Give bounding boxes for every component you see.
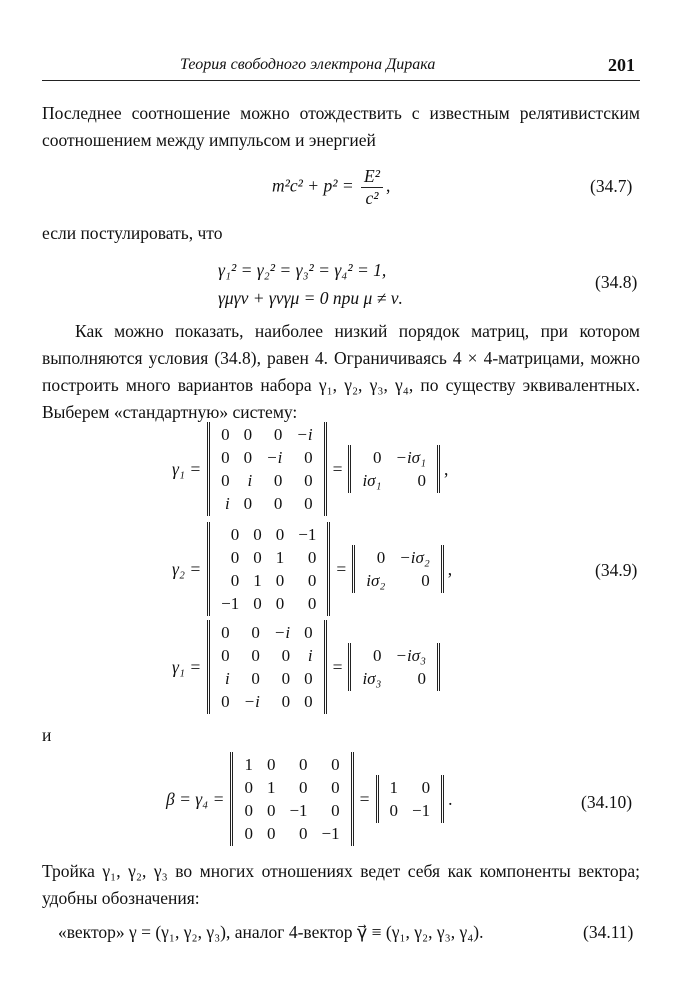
block-matrix-row	[355, 667, 433, 690]
block-matrix-row	[355, 644, 433, 667]
full-matrix-row	[214, 423, 319, 446]
equals-sign: =	[332, 458, 343, 479]
full-matrix-brackets	[230, 752, 353, 846]
matrix-trail: ,	[447, 558, 453, 579]
full-matrix-cell: 0	[331, 777, 340, 797]
full-matrix-cell: 0	[275, 524, 285, 544]
full-matrix-row	[214, 546, 323, 569]
full-matrix-table	[237, 753, 346, 845]
full-matrix-cell: 1	[266, 777, 276, 797]
matrix-label: γ₂ =	[172, 558, 202, 579]
page-number: 201	[608, 55, 635, 75]
full-matrix-cell: −1	[298, 524, 317, 544]
matrix-gamma3	[172, 620, 444, 714]
full-matrix-brackets	[207, 522, 330, 616]
full-matrix-row	[214, 621, 319, 644]
matrix-equation-row	[172, 522, 452, 616]
full-matrix-cell: −1	[289, 800, 308, 820]
block-matrix-row	[359, 569, 437, 592]
full-matrix-cell: 0	[281, 645, 291, 665]
full-matrix-row	[214, 667, 319, 690]
paragraph-2: если постулировать, что	[42, 223, 223, 243]
full-matrix-cell: 0	[275, 570, 285, 590]
full-matrix-cell: 0	[221, 424, 230, 444]
full-matrix-cell: 0	[307, 570, 317, 590]
matrix-label: γ₁ =	[172, 656, 202, 677]
full-matrix-row	[214, 569, 323, 592]
block-matrix-row	[359, 546, 437, 569]
header-rule	[42, 80, 640, 81]
full-matrix-cell: 0	[230, 547, 240, 567]
full-matrix-cell: 0	[221, 470, 230, 490]
block-matrix-brackets	[376, 775, 445, 823]
matrix-beta	[166, 752, 452, 846]
full-matrix-cell: 0	[275, 593, 285, 613]
equals-sign: =	[336, 558, 347, 579]
full-matrix-row	[237, 822, 346, 845]
block-matrix-cell: −iσ₃	[395, 645, 426, 665]
full-matrix-cell: 0	[304, 493, 313, 513]
eq-34-7-denominator: c²	[365, 188, 379, 208]
full-matrix-cell: −i	[273, 622, 291, 642]
full-matrix-cell: −i	[266, 447, 283, 467]
equation-34-11: «вектор» γ = (γ₁, γ₂, γ₃), аналог 4-вектор γ⃗ ≡ (γ₁, γ₂, γ₃, γ₄).	[58, 922, 484, 942]
eq-34-7-trail: ,	[385, 175, 391, 196]
block-matrix-cell: iσ₁	[362, 470, 382, 490]
block-matrix-cell: 0	[372, 447, 382, 467]
block-matrix-row	[383, 799, 438, 822]
paragraph-5: Тройка γ₁, γ₂, γ₃ во многих отношениях ведет себя как компоненты вектора; удобны обозначения:	[42, 861, 640, 908]
full-matrix-cell: 0	[244, 823, 253, 843]
equation-number-34-11: (34.11)	[583, 922, 634, 942]
full-matrix-cell: 0	[221, 645, 230, 665]
full-matrix-cell: 0	[266, 823, 276, 843]
full-matrix-cell: −i	[243, 691, 260, 711]
full-matrix-cell: 0	[273, 493, 283, 513]
block-matrix-cell: iσ₃	[362, 668, 382, 688]
block-matrix-table	[355, 446, 433, 492]
paragraph-3: Как можно показать, наиболее низкий порядок матриц, при котором выполняются условия (34.8), равен 4. Ограничиваясь 4 × 4-матрицами, можно построить много вариантов набора γ₁, γ₂, γ₃, γ₄, по существу эквивалентных. Выберем «стандартную» систему:	[42, 321, 640, 422]
matrix-equation-row	[172, 620, 444, 714]
full-matrix-brackets	[207, 620, 326, 714]
full-matrix-cell: 0	[243, 424, 253, 444]
full-matrix-cell: i	[224, 668, 230, 688]
block-matrix-cell: 0	[389, 800, 399, 820]
block-matrix-cell: 0	[417, 668, 426, 688]
full-matrix-cell: 0	[243, 493, 253, 513]
matrix-gamma2	[172, 522, 452, 616]
full-matrix-table	[214, 621, 319, 713]
full-matrix-cell: 0	[230, 524, 240, 544]
full-matrix-cell: 0	[304, 691, 313, 711]
full-matrix-cell: −1	[321, 823, 340, 843]
full-matrix-cell: 0	[331, 800, 340, 820]
full-matrix-cell: 0	[304, 668, 313, 688]
paragraph-1: Последнее соотношение можно отождествить с известным релятивистским соотношением между импульсом и энергией	[42, 103, 640, 150]
full-matrix-cell: i	[224, 493, 230, 513]
equation-number-34-7: (34.7)	[590, 176, 633, 196]
block-matrix-cell: −iσ₂	[399, 547, 430, 567]
full-matrix-cell: 0	[221, 622, 230, 642]
full-matrix-row	[214, 592, 323, 615]
paragraph-4: и	[42, 725, 52, 745]
block-matrix-cell: 0	[417, 470, 426, 490]
equals-sign: =	[332, 656, 343, 677]
full-matrix-cell: 0	[304, 470, 313, 490]
equation-34-7	[272, 166, 390, 209]
equals-sign: =	[359, 788, 370, 809]
block-matrix-row	[355, 446, 433, 469]
eq-34-7-numerator: E²	[361, 166, 383, 188]
block-matrix-cell: 1	[389, 777, 399, 797]
full-matrix-cell: 1	[275, 547, 285, 567]
full-matrix-cell: 0	[331, 754, 340, 774]
matrix-gamma1	[172, 422, 448, 516]
block-matrix-table	[359, 546, 437, 592]
block-matrix-cell: 0	[376, 547, 386, 567]
full-matrix-row	[214, 492, 319, 515]
equation-34-8	[218, 256, 403, 312]
block-matrix-brackets	[348, 643, 440, 691]
full-matrix-cell: i	[307, 645, 313, 665]
full-matrix-cell: 0	[266, 754, 276, 774]
full-matrix-row	[237, 776, 346, 799]
full-matrix-table	[214, 423, 319, 515]
full-matrix-cell: 0	[266, 800, 276, 820]
full-matrix-cell: 0	[304, 622, 313, 642]
full-matrix-row	[214, 523, 323, 546]
running-header-title: Теория свободного электрона Дирака	[180, 56, 436, 73]
matrix-trail: ,	[443, 458, 449, 479]
block-matrix-cell: 0	[372, 645, 382, 665]
block-matrix-cell: −iσ₁	[395, 447, 426, 467]
full-matrix-row	[214, 446, 319, 469]
eq-34-8-line-2: γμγν + γνγμ = 0 при μ ≠ ν.	[218, 288, 403, 308]
full-matrix-cell: 0	[307, 547, 317, 567]
full-matrix-row	[237, 799, 346, 822]
matrix-label: γ₁ =	[172, 458, 202, 479]
full-matrix-cell: 0	[299, 754, 308, 774]
full-matrix-cell: 0	[299, 823, 308, 843]
block-matrix-brackets	[352, 545, 444, 593]
full-matrix-cell: 0	[244, 800, 253, 820]
full-matrix-brackets	[207, 422, 326, 516]
matrix-equation-row	[172, 422, 448, 516]
full-matrix-row	[214, 644, 319, 667]
full-matrix-cell: 0	[307, 593, 317, 613]
eq-34-7-left: m²c² + p² =	[272, 175, 354, 196]
full-matrix-cell: −i	[296, 424, 313, 444]
block-matrix-cell: iσ₂	[366, 570, 386, 590]
full-matrix-cell: 0	[251, 622, 260, 642]
full-matrix-cell: 0	[281, 668, 291, 688]
full-matrix-cell: 0	[273, 470, 283, 490]
full-matrix-cell: 0	[244, 777, 253, 797]
full-matrix-cell: 0	[230, 570, 240, 590]
block-matrix-cell: 0	[421, 777, 431, 797]
full-matrix-cell: 0	[299, 777, 308, 797]
full-matrix-cell: 0	[251, 668, 260, 688]
block-matrix-cell: 0	[421, 570, 430, 590]
equation-number-34-10: (34.10)	[581, 792, 633, 812]
full-matrix-cell: 1	[244, 754, 253, 774]
matrix-equation-row	[166, 752, 452, 846]
full-matrix-cell: 0	[221, 691, 230, 711]
full-matrix-cell: i	[247, 470, 253, 490]
eq-34-7-fraction	[361, 166, 383, 209]
eq-34-8-line-1: γ₁² = γ₂² = γ₃² = γ₄² = 1,	[218, 260, 387, 280]
full-matrix-cell: −1	[221, 593, 240, 613]
block-matrix-table	[355, 644, 433, 690]
block-matrix-table	[383, 776, 438, 822]
full-matrix-cell: 0	[253, 547, 262, 567]
block-matrix-cell: −1	[412, 800, 431, 820]
full-matrix-cell: 0	[221, 447, 230, 467]
full-matrix-cell: 0	[253, 524, 262, 544]
equation-number-34-9: (34.9)	[595, 560, 638, 580]
full-matrix-cell: 0	[273, 424, 283, 444]
full-matrix-row	[237, 753, 346, 776]
full-matrix-cell: 0	[281, 691, 291, 711]
full-matrix-row	[214, 690, 319, 713]
block-matrix-row	[383, 776, 438, 799]
block-matrix-brackets	[348, 445, 440, 493]
full-matrix-table	[214, 523, 323, 615]
full-matrix-cell: 0	[304, 447, 313, 467]
matrix-label: β = γ₄ =	[166, 788, 225, 809]
full-matrix-cell: 1	[253, 570, 262, 590]
matrix-trail: .	[448, 788, 453, 809]
full-matrix-cell: 0	[253, 593, 262, 613]
full-matrix-cell: 0	[251, 645, 260, 665]
full-matrix-row	[214, 469, 319, 492]
block-matrix-row	[355, 469, 433, 492]
equation-number-34-8: (34.8)	[595, 272, 638, 292]
full-matrix-cell: 0	[243, 447, 253, 467]
